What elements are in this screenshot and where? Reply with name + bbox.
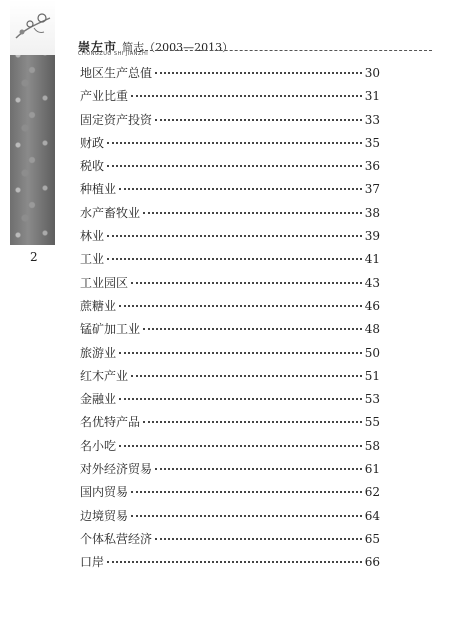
toc-entry-page: 43 [364, 275, 380, 290]
toc-entry-title: 对外经济贸易 [80, 462, 153, 477]
toc-entry-title: 边境贸易 [80, 508, 129, 523]
toc-entry [80, 134, 380, 157]
toc-entry [80, 297, 380, 320]
toc-entry [80, 64, 380, 87]
toc-entry-page: 55 [364, 415, 380, 430]
toc-dot-leader [143, 328, 362, 330]
toc-entry-page: 58 [364, 438, 380, 453]
toc-entry-page: 65 [364, 531, 380, 546]
toc-entry-title: 工业 [80, 252, 105, 267]
toc-entry-title: 固定资产投资 [80, 112, 153, 127]
toc-dot-leader [155, 468, 362, 470]
toc-entry [80, 111, 380, 134]
toc-dot-leader [143, 212, 362, 214]
toc-entry-page: 33 [364, 112, 380, 127]
header-pinyin: CHONGZUO SHI JIANZHI [78, 51, 149, 57]
toc-entry-page: 50 [364, 345, 380, 360]
toc-entry [80, 507, 380, 530]
toc-entry-title: 国内贸易 [80, 485, 129, 500]
toc-entry-title: 林业 [80, 229, 105, 244]
toc-entry-title: 红木产业 [80, 368, 129, 383]
toc-entry-title: 蔗糖业 [80, 298, 117, 313]
toc-entry-page: 51 [364, 368, 380, 383]
toc-dot-leader [131, 95, 362, 97]
toc-entry-title: 旅游业 [80, 345, 117, 360]
toc-dot-leader [155, 538, 362, 540]
toc-entry-page: 53 [364, 392, 380, 407]
toc-entry [80, 530, 380, 553]
header-title: 崇左市 [78, 40, 118, 54]
toc-entry [80, 227, 380, 250]
toc-entry [80, 157, 380, 180]
toc-dot-leader [131, 375, 362, 377]
header-rule [140, 50, 432, 51]
toc-entry-page: 35 [364, 135, 380, 150]
toc-dot-leader [119, 352, 362, 354]
toc-entry-title: 口岸 [80, 555, 105, 570]
toc-entry-page: 31 [364, 89, 380, 104]
toc-entry-page: 61 [364, 462, 380, 477]
toc-dot-leader [107, 142, 362, 144]
toc-dot-leader [155, 72, 362, 74]
header-subtitle: 简志（2003—2013） [122, 41, 234, 54]
toc-entry-title: 工业园区 [80, 275, 129, 290]
toc-entry-page: 46 [364, 298, 380, 313]
toc-dot-leader [131, 282, 362, 284]
toc-entry-page: 39 [364, 229, 380, 244]
toc-dot-leader [131, 515, 362, 517]
toc-dot-leader [155, 119, 362, 121]
toc-dot-leader [119, 188, 362, 190]
toc-entry [80, 180, 380, 203]
toc-dot-leader [131, 491, 362, 493]
toc-entry-page: 48 [364, 322, 380, 337]
toc-entry-title: 水产畜牧业 [80, 205, 141, 220]
toc-entry-page: 66 [364, 555, 380, 570]
toc-entry-title: 税收 [80, 159, 105, 174]
toc-dot-leader [107, 235, 362, 237]
toc-entry-title: 名优特产品 [80, 415, 141, 430]
toc-entry-title: 金融业 [80, 392, 117, 407]
toc-entry [80, 250, 380, 273]
toc-entry [80, 437, 380, 460]
toc-entry [80, 204, 380, 227]
toc-dot-leader [119, 305, 362, 307]
toc-entry-page: 36 [364, 159, 380, 174]
toc-entry [80, 460, 380, 483]
page-number: 2 [30, 250, 38, 264]
toc-entry [80, 367, 380, 390]
toc-entry-page: 30 [364, 66, 380, 80]
toc-entry-page: 37 [364, 182, 380, 197]
toc-entry-page: 64 [364, 508, 380, 523]
toc-entry-title: 地区生产总值 [80, 66, 153, 80]
toc-entry [80, 274, 380, 297]
toc-entry-title: 种植业 [80, 182, 117, 197]
toc-entry [80, 390, 380, 413]
toc-entry [80, 553, 380, 576]
table-of-contents [80, 64, 380, 577]
toc-dot-leader [107, 165, 362, 167]
toc-entry [80, 87, 380, 110]
toc-entry-page: 41 [364, 252, 380, 267]
toc-dot-leader [107, 561, 362, 563]
toc-entry-title: 个体私营经济 [80, 531, 153, 546]
toc-entry-title: 锰矿加工业 [80, 322, 141, 337]
toc-entry [80, 320, 380, 343]
toc-entry-page: 62 [364, 485, 380, 500]
flower-logo-icon [12, 8, 56, 48]
toc-entry [80, 483, 380, 506]
toc-entry-title: 名小吃 [80, 438, 117, 453]
toc-entry-title: 财政 [80, 135, 105, 150]
toc-entry-title: 产业比重 [80, 89, 129, 104]
toc-entry-page: 38 [364, 205, 380, 220]
toc-dot-leader [107, 258, 362, 260]
toc-entry [80, 413, 380, 436]
toc-dot-leader [119, 398, 362, 400]
toc-entry [80, 344, 380, 367]
toc-dot-leader [143, 421, 362, 423]
toc-dot-leader [119, 445, 362, 447]
